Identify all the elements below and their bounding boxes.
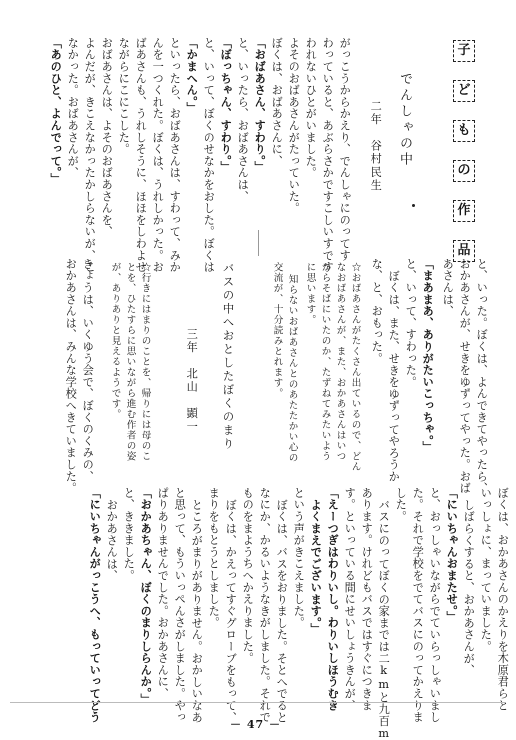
story1-line: と、いった。ぼくは、よんできてやったら、 — [475, 258, 489, 494]
story2-line: という声がきこえました。 — [292, 487, 306, 629]
story1-line: と、いって、ぼくのせなかをおした。ぼくは — [202, 37, 216, 273]
section-title — [449, 40, 481, 280]
story1-line: んを一つくれた。ぼくは、うれしかった。お — [151, 37, 165, 273]
story1-line: ぼくは、また、せきをゆずってやろうか — [387, 270, 401, 483]
story1-note: 知らないおばあさんとのあたたかい心の — [286, 274, 298, 463]
story1-line: わっていると、あぶらさかですこしいすです — [321, 37, 335, 273]
title-char: 子 — [453, 40, 475, 62]
story2-line: 「にいちゃんがっこうへ、もっていってどう — [88, 487, 103, 723]
story2-line: 「えーつぎはわりいし。わりいしほうむき — [326, 487, 341, 712]
story2-line: まりをもとうとしました。 — [207, 487, 221, 629]
story2-line: しばらくすると、おかあさんが、 — [462, 499, 476, 676]
story2-note: ☆行きにはまりのことを、帰りには母のこ — [139, 262, 151, 462]
story2-line: あります。けれどもバスではすぐにつきま — [360, 487, 374, 712]
story1-line: あさんは、 — [441, 258, 455, 317]
story1-line: おばあさんは、よそのおばあさんを、 — [100, 37, 114, 238]
story2-author: 三年 北山 顕一 — [185, 328, 199, 434]
story1-line: ながらにこにこした。 — [117, 37, 131, 155]
story1-line: と、いって、すわった。 — [404, 258, 418, 388]
story2-line: す。といっている間にせいしょうきんが、 — [343, 487, 357, 712]
story2-line: ところがまりがありません。おかしいなあ — [190, 499, 204, 724]
story2-line: ぼくは、バスをおりました。そとへでると — [275, 499, 289, 724]
story2-line: と思って、もういっぺんさがしました。やっ — [173, 487, 187, 723]
story1-note: 交流が、十分読みとれます。 — [271, 262, 283, 399]
story1-author: 二年 谷村民生 — [369, 100, 383, 193]
story2-line: と、ききました。 — [122, 487, 136, 582]
story1-line: おかあさんが、せきをゆずってやった。おば — [458, 258, 472, 494]
story2-title: バスの中へおとしたぼくのまり — [221, 262, 236, 451]
story2-line: おかあさんは、みんな学校へきていました。 — [64, 258, 78, 494]
column-divider — [258, 230, 259, 256]
story1-line: われないひとがいました。 — [304, 37, 318, 179]
page-number: － 47 － — [230, 718, 281, 731]
story1-note: なおばあさんが、また、おかあさんはいつ — [334, 262, 346, 462]
title-char: も — [453, 120, 475, 142]
story1-line: ばあさんも、うれしそうに、ほほをしわよせ — [134, 37, 148, 273]
story2-line: ぱりありませんでした。おかあさんに、 — [156, 487, 170, 700]
story1-line: よんだが、きこえなかったかしらないが、こ — [83, 37, 97, 273]
title-char: 作 — [453, 200, 475, 222]
story2-line: 「おかあちゃん、ぼくのまりしらんか。」 — [139, 487, 154, 706]
story2-line: ものをまようちへかえりました。 — [241, 487, 255, 664]
footer-rule — [10, 702, 506, 703]
story1-line: ぼくは、おばあさんに、 — [270, 37, 284, 167]
story1-line: よそのおばあさんがたっていた。 — [287, 37, 301, 214]
story2-line: 「にいちゃんおまたせ。」 — [445, 487, 460, 623]
story2-line: いっしょに、まっていました。 — [479, 487, 493, 653]
story1-note: ☆おばあさんがたくさん出ているので、どん — [349, 262, 361, 472]
story1-note: に思います。 — [304, 262, 316, 325]
story2-note: が、ありありと見えるようです。 — [109, 262, 121, 420]
story1-line: 「まあまあ、ありがたいこっちゃ。」 — [421, 258, 436, 453]
story2-line: ぼくは、かえってすぐグローブをもって、 — [224, 499, 238, 724]
story1-line: な、と、おもった。 — [370, 258, 384, 365]
story2-line: した。 — [394, 487, 408, 523]
story1-note: からそばにいたのか、たずねてみたいよう — [319, 262, 331, 462]
title-char: 品 — [453, 240, 475, 262]
story1-line: なかった。おばあさんが、 — [66, 37, 80, 179]
story1-line: 「ぼっちゃん、すわり。」 — [219, 37, 234, 173]
title-char: ど — [453, 80, 475, 102]
story2-line: よくまえでございます。」 — [309, 499, 324, 635]
ornament-dot — [412, 204, 415, 207]
story2-line: おかあさんは、 — [105, 499, 119, 582]
story2-line: ぼくは、おかあさんのかえりを木原君らと — [496, 487, 510, 712]
story2-line: た。それで学校をでてバスにのってかえりま — [411, 487, 425, 723]
story2-line: きょうは、いくゆう会で、ぼくのくみの、 — [81, 258, 95, 483]
story1-line: がっこうからかえり、でんしゃにのってす — [338, 37, 352, 262]
story1-line: といったら、おばあさんは、すわって、みか — [168, 37, 182, 273]
title-char: の — [453, 160, 475, 182]
story2-line: と、おっしゃいながらでていらっしゃいまし — [428, 487, 442, 723]
story1-title: でんしゃの中 — [397, 72, 412, 168]
story1-line: 「おばあさん、すわり。」 — [253, 37, 268, 173]
story2-note: とを、ひたすらに思いながら進む作者の姿 — [124, 262, 136, 462]
story1-line: と、いったら、おばあさんは、 — [236, 37, 250, 203]
story2-line: なにか、かるいようなきがしました。それで — [258, 487, 272, 723]
story2-line: バスにのってぼくの家までは二kmと九百m — [377, 499, 391, 740]
story1-line: 「あのひと、よんでって。」 — [49, 37, 64, 185]
story1-line: 「かまへん。」 — [185, 37, 200, 114]
